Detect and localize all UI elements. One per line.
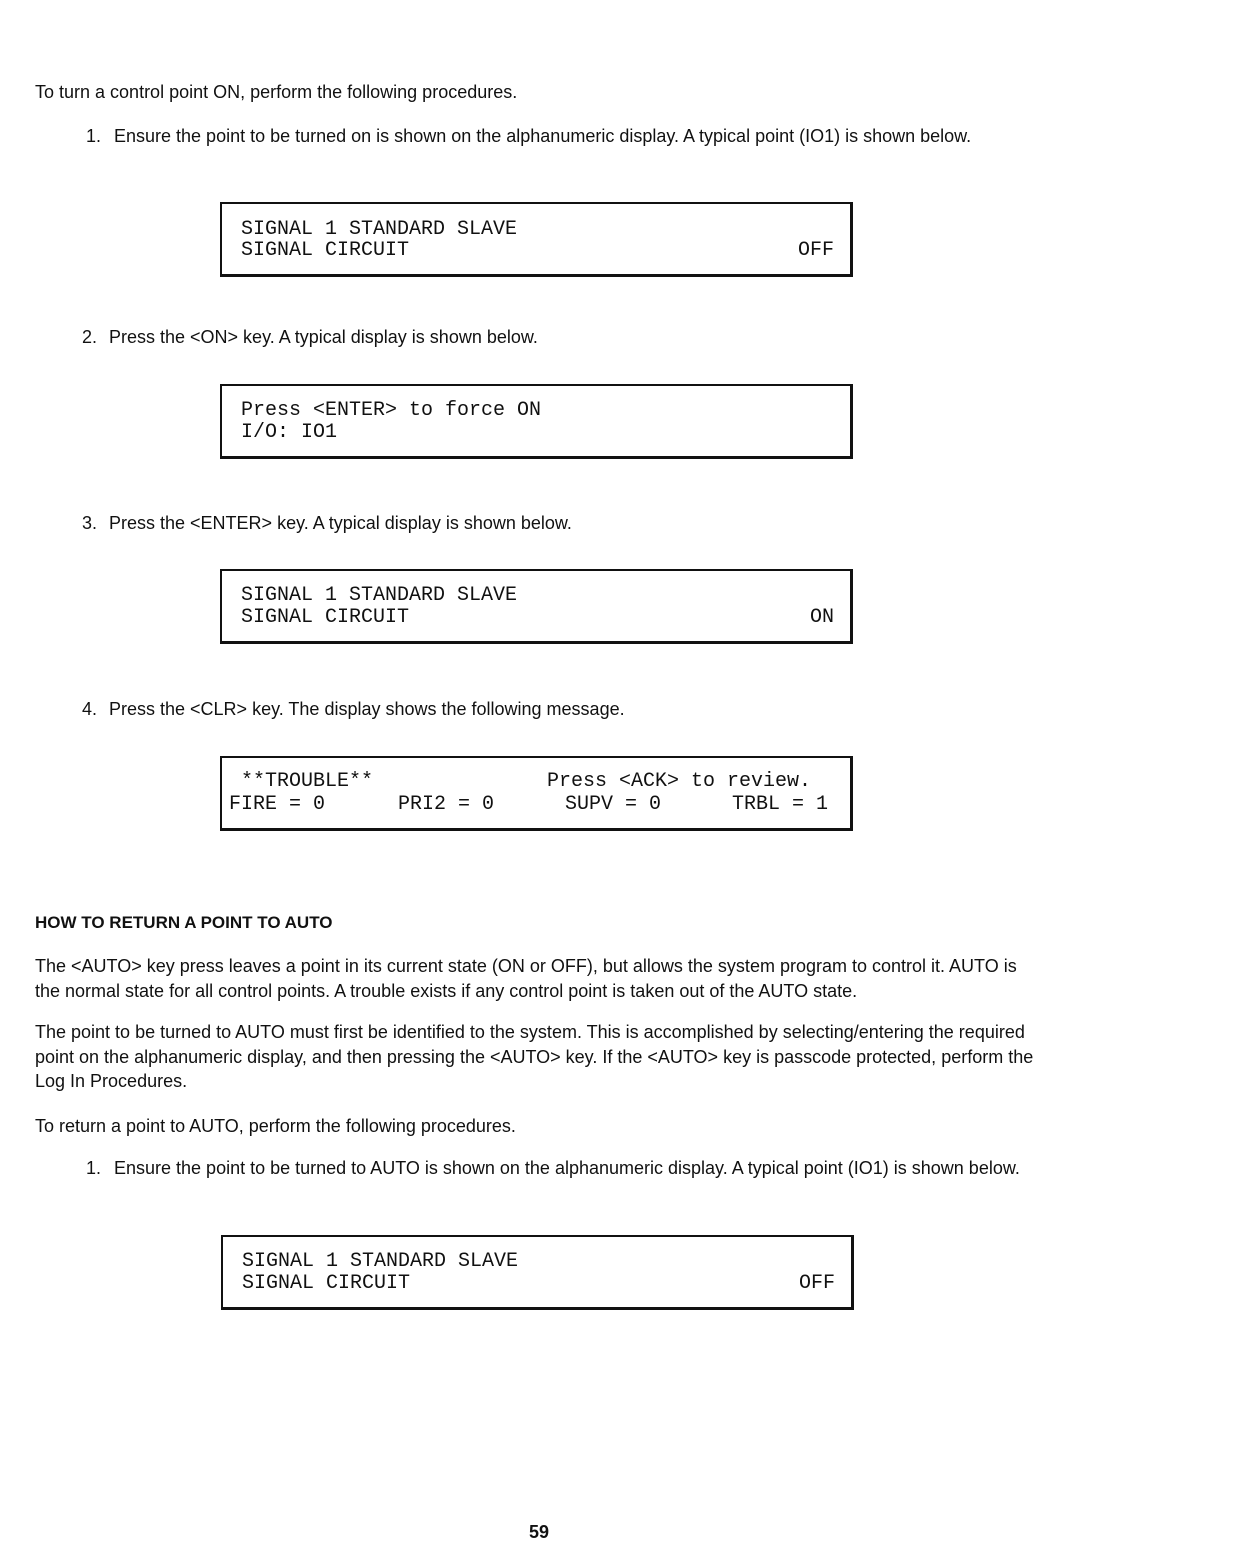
pri2-count: PRI2 = 0 <box>398 793 495 816</box>
auto-intro: To return a point to AUTO, perform the following procedures. <box>35 1116 516 1136</box>
trbl-count: TRBL = 1 <box>732 793 829 816</box>
display-line-2: SIGNAL CIRCUIT <box>242 1272 411 1295</box>
display-line-2: SIGNAL CIRCUIT <box>241 239 410 262</box>
step-number: 4. <box>82 699 98 719</box>
turn-on-intro: To turn a control point ON, perform the following procedures. <box>35 82 518 102</box>
auto-paragraph-2: The point to be turned to AUTO must first be identified to the system. This is accomplished by selecting/entering the required point on the alphanumeric display, and then pressing the <AUTO> key. If the <AUTO> key is passcode protected, perform the Log In Procedures. <box>35 1022 1034 1091</box>
step-text: Press the <CLR> key. The display shows the following message. <box>109 699 625 719</box>
trouble-label: **TROUBLE** <box>241 770 374 793</box>
display-line-1: Press <ENTER> to force ON <box>241 399 542 422</box>
display-signal-on <box>220 569 853 644</box>
step-number: 3. <box>82 513 98 533</box>
step-number: 1. <box>86 1158 102 1178</box>
display-status: OFF <box>798 1272 835 1295</box>
display-trouble-summary <box>220 756 853 831</box>
display-auto-signal-off <box>221 1235 854 1310</box>
display-force-on-prompt <box>220 384 853 459</box>
auto-paragraph-1: The <AUTO> key press leaves a point in its current state (ON or OFF), but allows the system program to control it. AUTO is the normal state for all control points. A trouble exists if any control point is taken out of the AUTO state. <box>35 956 1017 1001</box>
display-line-2: SIGNAL CIRCUIT <box>241 606 410 629</box>
display-signal-off <box>220 202 853 277</box>
page-number: 59 <box>529 1522 550 1542</box>
step-text: Press the <ENTER> key. A typical display is shown below. <box>109 513 572 533</box>
display-line-2: I/O: IO1 <box>241 421 338 444</box>
display-status: ON <box>809 606 834 629</box>
section-heading-return-to-auto: HOW TO RETURN A POINT TO AUTO <box>35 913 333 932</box>
display-line-1: SIGNAL 1 STANDARD SLAVE <box>241 218 518 241</box>
supv-count: SUPV = 0 <box>565 793 662 816</box>
step-text: Ensure the point to be turned to AUTO is shown on the alphanumeric display. A typical point (IO1) is shown below. <box>114 1158 1020 1178</box>
step-text: Press the <ON> key. A typical display is shown below. <box>109 327 538 347</box>
display-status: OFF <box>797 239 834 262</box>
step-number: 2. <box>82 327 98 347</box>
display-line-1: SIGNAL 1 STANDARD SLAVE <box>241 584 518 607</box>
step-text: Ensure the point to be turned on is shown on the alphanumeric display. A typical point (IO1) is shown below. <box>114 126 972 146</box>
display-line-1: SIGNAL 1 STANDARD SLAVE <box>242 1250 519 1273</box>
ack-prompt: Press <ACK> to review. <box>547 770 812 793</box>
fire-count: FIRE = 0 <box>229 793 326 816</box>
step-number: 1. <box>86 126 102 146</box>
